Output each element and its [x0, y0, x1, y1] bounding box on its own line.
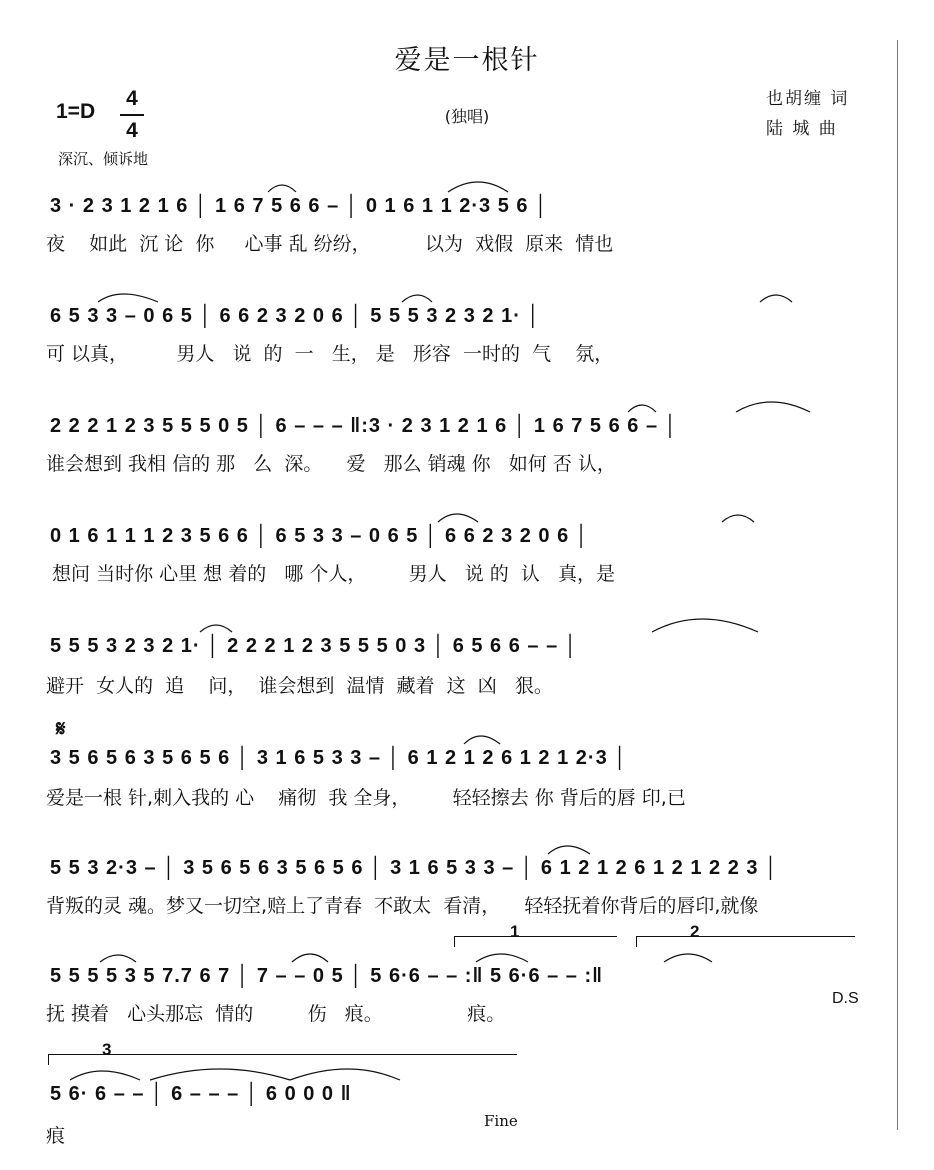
segno-sign: 𝄋: [56, 716, 66, 741]
notation-line-5: 5 5 5 3 2 3 2 1· │ 2 2 2 1 2 3 5 5 5 0 3 │ 6 5 6 6 – – │: [50, 635, 579, 657]
composer-credit: 陆 城 曲: [766, 119, 838, 139]
lyrics-line-1: 夜 如此 沉 论 你 心事 乱 纷纷， 以为 戏假 原来 情也: [46, 233, 614, 255]
fine-mark: Fine: [484, 1112, 518, 1130]
slur: [736, 402, 810, 412]
slur: [98, 294, 158, 302]
slur: [628, 405, 656, 412]
slur: [290, 1069, 400, 1080]
slur: [448, 182, 508, 192]
notation-line-9: 5 6· 6 – – │ 6 – – – │ 6 0 0 0 ‖: [50, 1083, 352, 1105]
notation-line-1: 3 · 2 3 1 2 1 6 │ 1 6 7 5 6 6 – │ 0 1 6 1 1 2·3 5 6 │: [50, 195, 549, 217]
lyrics-line-5: 避开 女人的 追 问， 谁会想到 温情 藏着 这 凶 狠。: [46, 675, 553, 697]
lyrics-line-7: 背叛的灵 魂。梦又一切空,赔上了青春 不敢太 看清， 轻轻抚着你背后的唇印,就像: [46, 895, 759, 917]
volta-number-3: 3: [102, 1040, 112, 1059]
performance-note: (独唱): [444, 107, 490, 126]
slur: [100, 955, 136, 962]
slur: [438, 514, 478, 522]
volta-number-1: 1: [510, 922, 520, 941]
slur: [760, 295, 792, 302]
time-sig-top: 4: [126, 87, 138, 110]
lyrics-line-8: 抚 摸着 心头那忘 情的 伤 痕。 痕。: [46, 1003, 506, 1025]
lyrics-line-4: 想问 当时你 心里 想 着的 哪 个人， 男人 说 的 认 真，是: [46, 563, 615, 585]
notation-line-7: 5 5 3 2·3 – │ 3 5 6 5 6 3 5 6 5 6 │ 3 1 6 5 3 3 – │ 6 1 2 1 2 6 1 2 1 2 2 3 │: [50, 857, 779, 879]
slur: [476, 954, 528, 962]
lyricist-credit: 也胡缠 词: [766, 89, 850, 109]
slur: [548, 846, 590, 854]
slur: [150, 1069, 290, 1080]
slur: [402, 295, 432, 302]
notation-line-6: 3 5 6 5 6 3 5 6 5 6 │ 3 1 6 5 3 3 – │ 6 1 2 1 2 6 1 2 1 2·3 │: [50, 747, 628, 769]
slur: [200, 625, 232, 632]
dal-segno-mark: D.S: [832, 990, 859, 1007]
time-sig-bottom: 4: [126, 119, 138, 142]
slur: [664, 954, 712, 962]
notation-line-4: 0 1 6 1 1 1 2 3 5 6 6 │ 6 5 3 3 – 0 6 5 │ 6 6 2 3 2 0 6 │: [50, 525, 590, 547]
slur: [268, 185, 296, 192]
slur: [722, 515, 754, 522]
tempo-marking: 深沉、倾诉地: [58, 150, 149, 168]
slur: [292, 954, 328, 962]
slur: [464, 736, 500, 744]
slur: [652, 619, 758, 632]
lyrics-line-3: 谁会想到 我相 信的 那 么 深。 爱 那么 销魂 你 如何 否 认，: [46, 453, 616, 475]
key-signature: 1=D: [56, 100, 96, 123]
lyrics-line-6: 爱是一根 针,刺入我的 心 痛彻 我 全身， 轻轻擦去 你 背后的唇 印,已: [46, 787, 686, 809]
slur: [70, 1071, 140, 1080]
lyrics-line-2: 可 以真， 男人 说 的 一 生， 是 形容 一时的 气 氛，: [46, 343, 614, 365]
notation-line-3: 2 2 2 1 2 3 5 5 5 0 5 │ 6 – – – ‖:3 · 2 3 1 2 1 6 │ 1 6 7 5 6 6 – │: [50, 415, 679, 437]
song-title: 爱是一根针: [394, 45, 540, 76]
volta-number-2: 2: [690, 922, 700, 941]
notation-line-8: 5 5 5 5 3 5 7.7 6 7 │ 7 – – 0 5 │ 5 6·6 – – :‖ 5 6·6 – – :‖: [50, 965, 604, 987]
lyrics-line-9: 痕: [46, 1125, 66, 1147]
notation-line-2: 6 5 3 3 – 0 6 5 │ 6 6 2 3 2 0 6 │ 5 5 5 3 2 3 2 1· │: [50, 305, 541, 327]
